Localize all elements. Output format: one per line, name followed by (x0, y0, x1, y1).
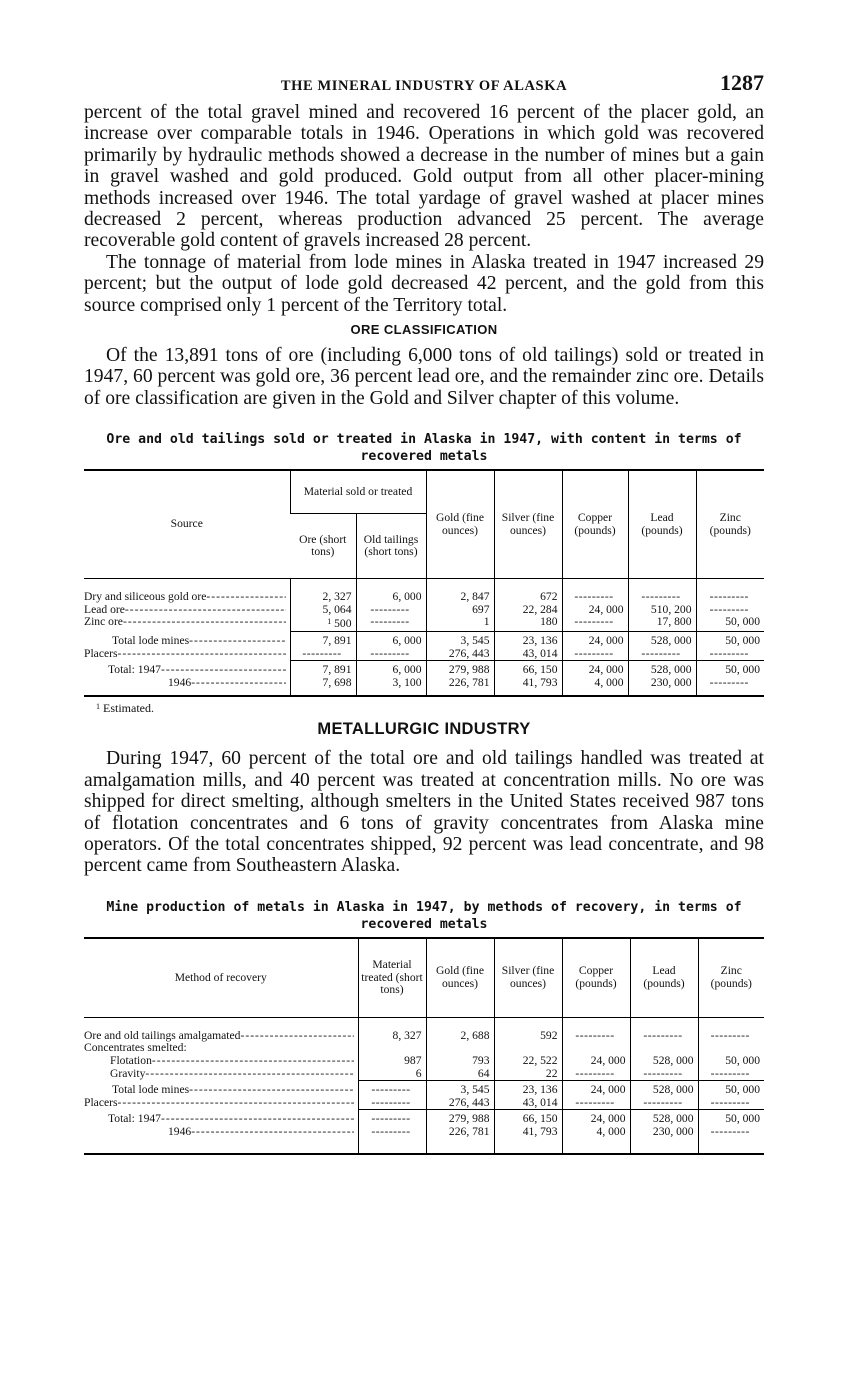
header-ore: Ore (short tons) (290, 514, 356, 579)
header-copper: Copper (pounds) (562, 470, 628, 579)
cell-zinc: 50, 000 (696, 632, 764, 648)
table-row: Total: 1947 ----- --------- 279, 988 66, 150 24, 000 528, 000 50, 000 (84, 1110, 764, 1126)
running-head (84, 68, 764, 102)
cell-zinc: 50, 000 (698, 1055, 764, 1068)
cell-zinc: 50, 000 (698, 1081, 764, 1097)
cell-material: 6 (358, 1068, 426, 1081)
cell-gold: 1 (426, 616, 494, 631)
running-title: THE MINERAL INDUSTRY OF ALASKA (280, 78, 568, 94)
table1-footnote (96, 701, 764, 716)
cell-tailings: 3, 100 (356, 677, 426, 697)
header-lead: Lead (pounds) (630, 938, 698, 1018)
table2-caption: Mine production of metals in Alaska in 1947, by methods of recovery, in terms of recovered metals (106, 899, 742, 932)
cell-copper: 24, 000 (562, 604, 628, 617)
header-gold: Gold (fine ounces) (426, 470, 494, 579)
row-label: Lead ore (84, 603, 125, 616)
cell-lead: 230, 000 (628, 677, 696, 697)
row-label: Total lode mines (112, 1082, 190, 1096)
cell-gold: 276, 443 (426, 648, 494, 661)
header-copper: Copper (pounds) (562, 938, 630, 1018)
row-label: Placers (84, 647, 118, 660)
cell-gold: 793 (426, 1055, 494, 1068)
cell-lead: 528, 000 (630, 1055, 698, 1068)
header-material: Material treated (short tons) (358, 938, 426, 1018)
table-row: Zinc ore ----- $^1$ 500 --------- 1 180 --------- 17, 800 50, 000 (84, 616, 764, 631)
cell-lead: 17, 800 (628, 616, 696, 631)
page (84, 68, 764, 1155)
cell-gold: 3, 545 (426, 632, 494, 648)
row-label: Placers (84, 1096, 118, 1109)
ore-tailings-table (84, 469, 764, 697)
paragraph-ore-classification: Of the 13,891 tons of ore (including 6,000 tons of old tailings) sold or treated in 1947, 60 percent was gold ore, 36 percent lead ore, and the remainder zinc ore. Details of ore classification are given in the Gold and Silver chapter of this volume. (84, 345, 764, 409)
cell-copper: 24, 000 (562, 632, 628, 648)
cell-gold: 3, 545 (426, 1081, 494, 1097)
table1-caption: Ore and old tailings sold or treated in Alaska in 1947, with content in terms of recovered metals (106, 432, 742, 465)
cell-lead: 510, 200 (628, 604, 696, 617)
cell-copper: 24, 000 (562, 1055, 630, 1068)
cell-copper: 4, 000 (562, 1126, 630, 1154)
cell-silver: 672 (494, 591, 562, 604)
cell-silver: 22, 284 (494, 604, 562, 617)
row-label: Dry and siliceous gold ore (84, 591, 207, 604)
cell-gold: 2, 847 (426, 591, 494, 604)
cell-ore: 7, 698 (290, 677, 356, 697)
table-row (84, 632, 764, 648)
row-label: Gravity (110, 1067, 146, 1080)
table-row: Gravity ----- 6 64 22 --------- --------- --------- (84, 1068, 764, 1081)
cell-silver: 592 (494, 1030, 562, 1043)
row-label: Ore and old tailings amalgamated (84, 1029, 241, 1042)
row-label: 1946 (168, 676, 192, 689)
cell-material: 8, 327 (358, 1030, 426, 1043)
header-zinc: Zinc (pounds) (696, 470, 764, 579)
cell-gold: 279, 988 (426, 661, 494, 677)
cell-ore: 7, 891 (290, 632, 356, 648)
table-row: Ore and old tailings amalgamated ----- 8, 327 2, 688 592 --------- --------- --------- (84, 1030, 764, 1043)
cell-zinc: 50, 000 (696, 661, 764, 677)
cell-ore: 7, 891 (290, 661, 356, 677)
table-row: Total lode mines ----- --------- 3, 545 23, 136 24, 000 528, 000 50, 000 (84, 1081, 764, 1097)
cell-lead: 528, 000 (628, 661, 696, 677)
cell-tailings: 6, 000 (356, 661, 426, 677)
cell-silver: 41, 793 (494, 677, 562, 697)
header-silver: Silver (fine ounces) (494, 938, 562, 1018)
header-source: Source (84, 470, 290, 579)
cell-silver: 66, 150 (494, 1110, 562, 1126)
row-label: Total: 1947 (108, 662, 161, 676)
header-old-tailings: Old tailings (short tons) (356, 514, 426, 579)
cell-gold: 697 (426, 604, 494, 617)
cell-tailings: 6, 000 (356, 591, 426, 604)
table-row: Lead ore ----- 5, 064 --------- 697 22, 284 24, 000 510, 200 --------- (84, 604, 764, 617)
row-label: Zinc ore (84, 616, 123, 629)
table-row: Placers ----- --------- --------- 276, 443 43, 014 --------- --------- --------- (84, 648, 764, 661)
table-row (84, 661, 764, 677)
cell-lead: 230, 000 (630, 1126, 698, 1154)
cell-lead: 528, 000 (630, 1110, 698, 1126)
cell-silver: 23, 136 (494, 1081, 562, 1097)
table-row: Dry and siliceous gold ore ----- 2, 327 6, 000 2, 847 672 --------- --------- --------- (84, 591, 764, 604)
footnote-mark: 1 (96, 702, 100, 712)
cell-ore: 500 (334, 617, 352, 631)
cell-copper: 24, 000 (562, 1081, 630, 1097)
table-row: 1946 ----- 7, 698 3, 100 226, 781 41, 793 4, 000 230, 000 --------- (84, 677, 764, 697)
cell-zinc: 50, 000 (696, 616, 764, 631)
cell-gold: 226, 781 (426, 677, 494, 697)
cell-zinc: 50, 000 (698, 1110, 764, 1126)
header-silver: Silver (fine ounces) (494, 470, 562, 579)
header-zinc: Zinc (pounds) (698, 938, 764, 1018)
cell-silver: 43, 014 (494, 648, 562, 661)
methods-of-recovery-table (84, 937, 764, 1155)
table-row: 1946 ----- --------- 226, 781 41, 793 4, 000 230, 000 --------- (84, 1126, 764, 1154)
cell-gold: 2, 688 (426, 1030, 494, 1043)
cell-silver: 23, 136 (494, 632, 562, 648)
cell-copper: 24, 000 (562, 661, 628, 677)
cell-silver: 22 (494, 1068, 562, 1081)
cell-gold: 226, 781 (426, 1126, 494, 1154)
cell-silver: 41, 793 (494, 1126, 562, 1154)
header-method: Method of recovery (84, 938, 358, 1018)
cell-gold: 64 (426, 1068, 494, 1081)
cell-lead: 528, 000 (630, 1081, 698, 1097)
cell-ore: 2, 327 (290, 591, 356, 604)
heading-ore-classification: ORE CLASSIFICATION (350, 322, 498, 338)
cell-tailings: 6, 000 (356, 632, 426, 648)
header-lead: Lead (pounds) (628, 470, 696, 579)
header-gold: Gold (fine ounces) (426, 938, 494, 1018)
cell-copper: 24, 000 (562, 1110, 630, 1126)
cell-copper: 4, 000 (562, 677, 628, 697)
row-label: Total lode mines (112, 633, 190, 647)
cell-material: 987 (358, 1055, 426, 1068)
page-number: 1287 (720, 70, 764, 95)
paragraph-placer-summary: percent of the total gravel mined and recovered 16 percent of the placer gold, an increase over comparable totals in 1946. Operations in which gold was recovered primarily by hydraulic methods showed a decrease in the number of mines but a gain in gravel washed and gold produced. Gold output from all other placer-mining methods increased over 1946. The total yardage of gravel washed at placer mines decreased 2 percent, whereas production advanced 25 percent. The average recoverable gold content of gravels increased 28 percent. (84, 102, 764, 252)
heading-metallurgic-industry: METALLURGIC INDUSTRY (317, 720, 531, 739)
row-label: Total: 1947 (108, 1111, 161, 1125)
cell-lead: 528, 000 (628, 632, 696, 648)
paragraph-metallurgic: During 1947, 60 percent of the total ore and old tailings handled was treated at amalgamation mills, and 40 percent was treated at concentration mills. No ore was shipped for direct smelting, although smelters in the United States received 987 tons of flotation concentrates and 6 tons of gravity concentrates from Alaska mine operators. Of the total concentrates shipped, 92 percent was lead concentrate, and 98 percent came from Southeastern Alaska. (84, 748, 764, 877)
table-row: Placers ----- --------- 276, 443 43, 014 --------- --------- --------- (84, 1097, 764, 1110)
cell-ore: 5, 064 (290, 604, 356, 617)
cell-silver: 43, 014 (494, 1097, 562, 1110)
cell-silver: 180 (494, 616, 562, 631)
cell-gold: 276, 443 (426, 1097, 494, 1110)
header-material-group: Material sold or treated (290, 470, 426, 514)
cell-gold: 279, 988 (426, 1110, 494, 1126)
cell-silver: 22, 522 (494, 1055, 562, 1068)
row-label: Flotation (110, 1055, 152, 1068)
footnote-text: Estimated. (103, 701, 154, 716)
table-row (84, 1055, 764, 1068)
cell-silver: 66, 150 (494, 661, 562, 677)
row-label: 1946 (168, 1126, 192, 1139)
footnote-ref: 1 (327, 617, 332, 627)
row-label: Concentrates smelted: (84, 1042, 187, 1055)
paragraph-lode-tonnage: The tonnage of material from lode mines in Alaska treated in 1947 increased 29 percent; but the output of lode gold decreased 42 percent, and the gold from this source comprised only 1 percent of the Territory total. (84, 251, 764, 316)
